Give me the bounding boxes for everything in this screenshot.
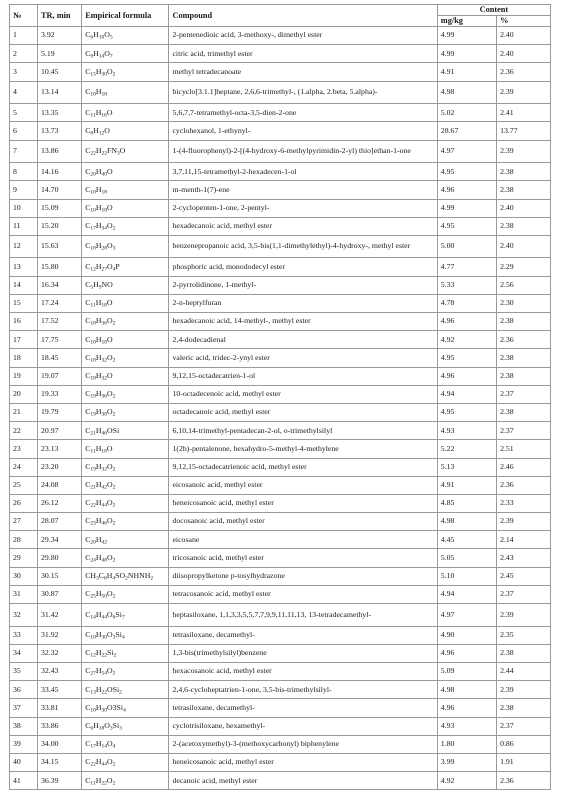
row-empirical-formula: $C_{19}H_{36}O_2$ — [82, 385, 169, 403]
row-number: 20 — [10, 385, 38, 403]
row-compound: cyclotrisiloxane, hexamethyl- — [169, 717, 437, 735]
table-row — [10, 717, 551, 735]
row-content-mgkg: 4.85 — [437, 494, 496, 512]
row-content-mgkg: 4.99 — [437, 27, 496, 45]
row-compound: docosanoic acid, methyl ester — [169, 513, 437, 531]
row-retention-time: 14.70 — [38, 181, 82, 199]
row-content-mgkg: 4.96 — [437, 313, 496, 331]
header-content-mgkg: mg/kg — [437, 16, 496, 27]
row-content-percent: 2.38 — [497, 181, 551, 199]
row-empirical-formula: $C_{22}H_{44}O_2$ — [82, 494, 169, 512]
row-content-mgkg: 4.91 — [437, 63, 496, 81]
row-retention-time: 26.12 — [38, 494, 82, 512]
row-retention-time: 17.75 — [38, 331, 82, 349]
row-compound: benzenepropanoic acid, 3,5-bis(1,1-dimethylethyl)-4-hydroxy-, methyl ester — [169, 235, 437, 258]
row-retention-time: 33.81 — [38, 699, 82, 717]
row-retention-time: 33.45 — [38, 681, 82, 699]
row-content-percent: 2.51 — [497, 440, 551, 458]
table-row — [10, 217, 551, 235]
row-content-percent: 2.29 — [497, 258, 551, 276]
row-compound: 9,12,15-octadecatrien-1-ol — [169, 367, 437, 385]
row-number: 40 — [10, 753, 38, 771]
table-row — [10, 199, 551, 217]
row-retention-time: 19.07 — [38, 367, 82, 385]
row-content-mgkg: 4.45 — [437, 531, 496, 549]
row-retention-time: 5.19 — [38, 45, 82, 63]
row-empirical-formula: $C_{11}H_{18}O$ — [82, 294, 169, 312]
row-empirical-formula: $C_{17}H_{14}O_4$ — [82, 735, 169, 753]
table-row — [10, 440, 551, 458]
table-row — [10, 276, 551, 294]
row-content-percent: 2.38 — [497, 313, 551, 331]
table-row — [10, 313, 551, 331]
table-row — [10, 626, 551, 644]
row-empirical-formula: $C_{18}H_{36}O_2$ — [82, 313, 169, 331]
row-empirical-formula: $C_{22}H_{22}FN_3O$ — [82, 140, 169, 163]
row-compound: 1(2h)-pentalenone, hexahydro-5-methyl-4-methylene — [169, 440, 437, 458]
row-content-percent: 2.39 — [497, 513, 551, 531]
row-retention-time: 15.63 — [38, 235, 82, 258]
row-content-mgkg: 5.33 — [437, 276, 496, 294]
row-retention-time: 14.16 — [38, 163, 82, 181]
row-content-mgkg: 5.00 — [437, 235, 496, 258]
row-content-mgkg: 5.09 — [437, 663, 496, 681]
row-number: 41 — [10, 772, 38, 790]
row-content-percent: 2.37 — [497, 385, 551, 403]
row-content-mgkg: 3.99 — [437, 753, 496, 771]
table-row — [10, 681, 551, 699]
row-empirical-formula: $C_{18}H_{32}O$ — [82, 367, 169, 385]
row-number: 36 — [10, 681, 38, 699]
row-number: 22 — [10, 422, 38, 440]
row-content-percent: 2.36 — [497, 772, 551, 790]
row-retention-time: 29.80 — [38, 549, 82, 567]
row-content-mgkg: 4.95 — [437, 349, 496, 367]
row-empirical-formula: $C_{20}H_{40}O$ — [82, 163, 169, 181]
row-compound: 10-octadecenoic acid, methyl ester — [169, 385, 437, 403]
table-row — [10, 331, 551, 349]
row-empirical-formula: $C_{27}H_{54}O_2$ — [82, 663, 169, 681]
table-row — [10, 140, 551, 163]
row-content-percent: 2.40 — [497, 199, 551, 217]
row-content-percent: 1.91 — [497, 753, 551, 771]
row-empirical-formula: $C_{11}H_{16}O$ — [82, 104, 169, 122]
table-row — [10, 735, 551, 753]
row-retention-time: 19.33 — [38, 385, 82, 403]
row-content-percent: 2.38 — [497, 644, 551, 662]
row-retention-time: 28.07 — [38, 513, 82, 531]
row-number: 33 — [10, 626, 38, 644]
row-compound: 2-n-heptylfuran — [169, 294, 437, 312]
row-content-mgkg: 4.92 — [437, 772, 496, 790]
row-content-percent: 2.39 — [497, 140, 551, 163]
row-content-percent: 2.39 — [497, 604, 551, 627]
row-number: 7 — [10, 140, 38, 163]
row-retention-time: 32.32 — [38, 644, 82, 662]
row-number: 17 — [10, 331, 38, 349]
row-compound: tetrasiloxane, decamethyl- — [169, 699, 437, 717]
row-content-percent: 2.45 — [497, 567, 551, 585]
row-content-percent: 13.77 — [497, 122, 551, 140]
row-retention-time: 31.42 — [38, 604, 82, 627]
row-empirical-formula: $C_{17}H_{34}O_2$ — [82, 217, 169, 235]
row-compound: tetrasiloxane, decamethyl- — [169, 626, 437, 644]
header-empirical-formula: Empirical formula — [82, 5, 169, 27]
row-compound: tetracosanoic acid, methyl ester — [169, 585, 437, 603]
table-row — [10, 604, 551, 627]
row-retention-time: 17.24 — [38, 294, 82, 312]
row-number: 4 — [10, 81, 38, 104]
row-empirical-formula: $C_{12}H_{22}Si_2$ — [82, 644, 169, 662]
table-row — [10, 385, 551, 403]
table-row — [10, 45, 551, 63]
row-content-percent: 2.40 — [497, 235, 551, 258]
row-content-percent: 2.37 — [497, 717, 551, 735]
row-retention-time: 19.79 — [38, 403, 82, 421]
row-compound: valeric acid, tridec-2-ynyl ester — [169, 349, 437, 367]
row-content-mgkg: 5.22 — [437, 440, 496, 458]
header-content: Content — [437, 5, 550, 16]
row-content-mgkg: 4.95 — [437, 163, 496, 181]
row-compound: heptasiloxane, 1,1,3,3,5,5,7,7,9,9,11,11,13, 13-tetradecamethyl- — [169, 604, 437, 627]
row-retention-time: 31.92 — [38, 626, 82, 644]
row-compound: cyclohexanol, 1-ethynyl- — [169, 122, 437, 140]
row-content-mgkg: 4.77 — [437, 258, 496, 276]
table-row — [10, 181, 551, 199]
row-content-percent: 2.14 — [497, 531, 551, 549]
table-body — [10, 27, 551, 790]
row-content-mgkg: 4.98 — [437, 681, 496, 699]
compounds-table — [9, 4, 551, 790]
row-number: 9 — [10, 181, 38, 199]
header-retention-time: TR, min — [38, 5, 82, 27]
row-compound: 2-pentenedioic acid, 3-methoxy-, dimethyl ester — [169, 27, 437, 45]
table-row — [10, 235, 551, 258]
row-retention-time: 24.08 — [38, 476, 82, 494]
row-content-percent: 2.38 — [497, 699, 551, 717]
table-row — [10, 104, 551, 122]
row-compound: m-menth-1(7)-ene — [169, 181, 437, 199]
row-compound: 2,4-dodecadienal — [169, 331, 437, 349]
table-row — [10, 63, 551, 81]
row-content-percent: 2.37 — [497, 585, 551, 603]
row-compound: 1,3-bis(trimethylsilyl)benzene — [169, 644, 437, 662]
row-compound: 2-cyclopenten-1-one, 2-pentyl- — [169, 199, 437, 217]
row-empirical-formula: $C_{20}H_{42}$ — [82, 531, 169, 549]
row-content-mgkg: 4.99 — [437, 199, 496, 217]
row-retention-time: 13.14 — [38, 81, 82, 104]
row-content-mgkg: 4.91 — [437, 476, 496, 494]
row-compound: eicosane — [169, 531, 437, 549]
row-number: 19 — [10, 367, 38, 385]
row-empirical-formula: $C_{10}H_{30}O3Si_4$ — [82, 699, 169, 717]
table-row — [10, 27, 551, 45]
row-number: 13 — [10, 258, 38, 276]
row-compound: octadecanoic acid, methyl ester — [169, 403, 437, 421]
row-content-mgkg: 4.93 — [437, 717, 496, 735]
table-row — [10, 458, 551, 476]
row-content-mgkg: 4.95 — [437, 217, 496, 235]
row-content-percent: 2.39 — [497, 81, 551, 104]
row-content-mgkg: 5.10 — [437, 567, 496, 585]
row-content-percent: 2.37 — [497, 422, 551, 440]
row-retention-time: 20.97 — [38, 422, 82, 440]
row-compound: 2,4,6-cycloheptatrien-1-one, 3,5-bis-trimethylsilyl- — [169, 681, 437, 699]
row-retention-time: 23.13 — [38, 440, 82, 458]
table-row — [10, 367, 551, 385]
row-number: 24 — [10, 458, 38, 476]
row-content-mgkg: 4.99 — [437, 45, 496, 63]
row-content-percent: 2.38 — [497, 217, 551, 235]
row-content-mgkg: 4.78 — [437, 294, 496, 312]
row-number: 23 — [10, 440, 38, 458]
row-retention-time: 34.00 — [38, 735, 82, 753]
row-empirical-formula: $C_{18}H_{32}O_2$ — [82, 349, 169, 367]
row-number: 34 — [10, 644, 38, 662]
row-empirical-formula: $C_6H_{10}O_5$ — [82, 27, 169, 45]
table-row — [10, 422, 551, 440]
table-row — [10, 753, 551, 771]
row-content-percent: 2.39 — [497, 681, 551, 699]
row-number: 28 — [10, 531, 38, 549]
row-retention-time: 23.20 — [38, 458, 82, 476]
row-number: 38 — [10, 717, 38, 735]
row-content-mgkg: 4.97 — [437, 140, 496, 163]
row-compound: tricosanoic acid, methyl ester — [169, 549, 437, 567]
row-empirical-formula: $C_{22}H_{44}O_2$ — [82, 753, 169, 771]
row-empirical-formula: $C_{10}H_{18}O$ — [82, 199, 169, 217]
row-content-mgkg: 4.98 — [437, 81, 496, 104]
row-content-percent: 2.35 — [497, 626, 551, 644]
row-number: 18 — [10, 349, 38, 367]
row-empirical-formula: $C_{21}H_{46}OSi$ — [82, 422, 169, 440]
row-retention-time: 15.20 — [38, 217, 82, 235]
row-content-mgkg: 4.96 — [437, 644, 496, 662]
header-compound: Compound — [169, 5, 437, 27]
row-number: 26 — [10, 494, 38, 512]
row-content-percent: 2.38 — [497, 349, 551, 367]
row-number: 37 — [10, 699, 38, 717]
row-number: 25 — [10, 476, 38, 494]
row-compound: 2-pyrrolidinone, 1-methyl- — [169, 276, 437, 294]
row-retention-time: 15.09 — [38, 199, 82, 217]
row-compound: 9,12,15-octadecatrienoic acid, methyl ester — [169, 458, 437, 476]
row-retention-time: 10.45 — [38, 63, 82, 81]
row-number: 2 — [10, 45, 38, 63]
table-row — [10, 585, 551, 603]
row-number: 35 — [10, 663, 38, 681]
row-content-percent: 2.36 — [497, 63, 551, 81]
row-retention-time: 15.80 — [38, 258, 82, 276]
row-retention-time: 18.45 — [38, 349, 82, 367]
table-row — [10, 81, 551, 104]
row-empirical-formula: $C_{19}H_{38}O_2$ — [82, 403, 169, 421]
row-retention-time: 16.34 — [38, 276, 82, 294]
row-retention-time: 30.87 — [38, 585, 82, 603]
table-row — [10, 476, 551, 494]
row-number: 30 — [10, 567, 38, 585]
row-compound: heneicosanoic acid, methyl ester — [169, 494, 437, 512]
row-empirical-formula: $C_{14}H_{44}O_6Si_7$ — [82, 604, 169, 627]
row-number: 5 — [10, 104, 38, 122]
table-row — [10, 772, 551, 790]
table-row — [10, 699, 551, 717]
row-content-mgkg: 5.05 — [437, 549, 496, 567]
row-empirical-formula: $C_{10}H_{30}O_3Si_4$ — [82, 626, 169, 644]
row-content-mgkg: 5.02 — [437, 104, 496, 122]
row-content-mgkg: 4.90 — [437, 626, 496, 644]
row-retention-time: 30.15 — [38, 567, 82, 585]
row-content-mgkg: 4.96 — [437, 699, 496, 717]
table-row — [10, 403, 551, 421]
row-retention-time: 3.92 — [38, 27, 82, 45]
row-content-percent: 2.41 — [497, 104, 551, 122]
row-content-percent: 2.38 — [497, 403, 551, 421]
row-retention-time: 13.35 — [38, 104, 82, 122]
row-compound: diisopropylketone p-tosylhydrazone — [169, 567, 437, 585]
row-empirical-formula: $C_{21}H_{42}O_2$ — [82, 476, 169, 494]
row-empirical-formula: $C_8H_{12}O$ — [82, 122, 169, 140]
row-empirical-formula: $C_6H_{18}O_3Si_3$ — [82, 717, 169, 735]
row-compound: 5,6,7,7-tetramethyl-octa-3,5-dien-2-one — [169, 104, 437, 122]
row-empirical-formula: $C_{11}H_{18}O$ — [82, 440, 169, 458]
row-retention-time: 32.43 — [38, 663, 82, 681]
row-number: 6 — [10, 122, 38, 140]
row-content-percent: 2.36 — [497, 331, 551, 349]
row-compound: decanoic acid, methyl ester — [169, 772, 437, 790]
table-row — [10, 163, 551, 181]
row-content-mgkg: 4.94 — [437, 385, 496, 403]
row-compound: bicyclo[3.1.1]heptane, 2,6,6-trimethyl-, (1.alpha, 2.beta, 5.alpha)- — [169, 81, 437, 104]
table-row — [10, 294, 551, 312]
header-number: № — [10, 5, 38, 27]
row-compound: 6,10,14-trimethyl-pentadecan-2-ol, o-trimethylsilyl — [169, 422, 437, 440]
row-number: 29 — [10, 549, 38, 567]
row-empirical-formula: $C_{10}H_{18}$ — [82, 81, 169, 104]
row-content-mgkg: 4.96 — [437, 367, 496, 385]
table-row — [10, 549, 551, 567]
row-content-mgkg: 4.95 — [437, 403, 496, 421]
row-empirical-formula: $C_9H_{14}O_7$ — [82, 45, 169, 63]
row-number: 10 — [10, 199, 38, 217]
row-content-mgkg: 4.96 — [437, 181, 496, 199]
row-retention-time: 17.52 — [38, 313, 82, 331]
row-empirical-formula: $C_{18}H_{28}O_3$ — [82, 235, 169, 258]
row-content-mgkg: 1.80 — [437, 735, 496, 753]
row-compound: citric acid, trimethyl ester — [169, 45, 437, 63]
row-compound: phosphoric acid, monododecyl ester — [169, 258, 437, 276]
table-row — [10, 644, 551, 662]
row-empirical-formula: $C_5H_9NO$ — [82, 276, 169, 294]
row-content-percent: 0.86 — [497, 735, 551, 753]
row-content-mgkg: 4.98 — [437, 513, 496, 531]
row-retention-time: 36.39 — [38, 772, 82, 790]
row-compound: hexadecanoic acid, methyl ester — [169, 217, 437, 235]
row-number: 12 — [10, 235, 38, 258]
row-retention-time: 33.86 — [38, 717, 82, 735]
row-compound: heneicosanoic acid, methyl ester — [169, 753, 437, 771]
table-row — [10, 531, 551, 549]
row-empirical-formula: $C_{10}H_{18}$ — [82, 181, 169, 199]
table-row — [10, 513, 551, 531]
row-content-percent: 2.33 — [497, 494, 551, 512]
row-number: 14 — [10, 276, 38, 294]
table-row — [10, 567, 551, 585]
row-content-percent: 2.30 — [497, 294, 551, 312]
row-number: 21 — [10, 403, 38, 421]
row-number: 27 — [10, 513, 38, 531]
row-content-percent: 2.36 — [497, 476, 551, 494]
row-content-percent: 2.46 — [497, 458, 551, 476]
row-number: 16 — [10, 313, 38, 331]
row-content-percent: 2.40 — [497, 27, 551, 45]
row-content-mgkg: 5.13 — [437, 458, 496, 476]
row-number: 32 — [10, 604, 38, 627]
row-empirical-formula: $C_{25}H_{50}O_2$ — [82, 585, 169, 603]
row-retention-time: 13.73 — [38, 122, 82, 140]
row-compound: eicosanoic acid, methyl ester — [169, 476, 437, 494]
row-empirical-formula: $C_{15}H_{30}O_2$ — [82, 63, 169, 81]
row-compound: hexadecanoic acid, 14-methyl-, methyl ester — [169, 313, 437, 331]
row-number: 31 — [10, 585, 38, 603]
row-empirical-formula: $C_{24}H_{48}O_2$ — [82, 549, 169, 567]
row-content-percent: 2.44 — [497, 663, 551, 681]
row-content-percent: 2.38 — [497, 367, 551, 385]
row-empirical-formula: $C_{19}H_{32}O_2$ — [82, 458, 169, 476]
table-row — [10, 663, 551, 681]
row-empirical-formula: $C_{23}H_{46}O_2$ — [82, 513, 169, 531]
row-number: 3 — [10, 63, 38, 81]
row-empirical-formula: $C_{10}H_{18}O$ — [82, 331, 169, 349]
row-content-mgkg: 4.94 — [437, 585, 496, 603]
row-compound: hexacosanoic acid, methyl ester — [169, 663, 437, 681]
row-content-mgkg: 4.92 — [437, 331, 496, 349]
row-compound: 3,7,11,15-tetramethyl-2-hexadecen-1-ol — [169, 163, 437, 181]
table-row — [10, 349, 551, 367]
row-content-percent: 2.40 — [497, 45, 551, 63]
row-number: 8 — [10, 163, 38, 181]
row-content-mgkg: 4.93 — [437, 422, 496, 440]
table-row — [10, 494, 551, 512]
row-retention-time: 34.15 — [38, 753, 82, 771]
row-compound: 2-(acetoxymethyl)-3-(methoxycarbonyl) biphenylene — [169, 735, 437, 753]
row-content-percent: 2.43 — [497, 549, 551, 567]
row-content-mgkg: 4.97 — [437, 604, 496, 627]
row-number: 39 — [10, 735, 38, 753]
row-content-mgkg: 28.67 — [437, 122, 496, 140]
table-row — [10, 258, 551, 276]
row-empirical-formula: $C_{13}H_{22}OSi_2$ — [82, 681, 169, 699]
row-empirical-formula: $C_{12}H_{27}O_4P$ — [82, 258, 169, 276]
row-content-percent: 2.38 — [497, 163, 551, 181]
row-compound: 1-(4-fluorophenyl)-2-[(4-hydroxy-6-methylpyrimidin-2-yl) thio]ethan-1-one — [169, 140, 437, 163]
header-content-percent: % — [497, 16, 551, 27]
row-retention-time: 13.86 — [38, 140, 82, 163]
row-empirical-formula: $C_{11}H_{22}O_2$ — [82, 772, 169, 790]
row-retention-time: 29.34 — [38, 531, 82, 549]
row-number: 15 — [10, 294, 38, 312]
row-content-percent: 2.56 — [497, 276, 551, 294]
row-number: 1 — [10, 27, 38, 45]
row-empirical-formula: $CH_3C_6H_4SO_2NHNH_2$ — [82, 567, 169, 585]
table-row — [10, 122, 551, 140]
row-number: 11 — [10, 217, 38, 235]
row-compound: methyl tetradecanoate — [169, 63, 437, 81]
